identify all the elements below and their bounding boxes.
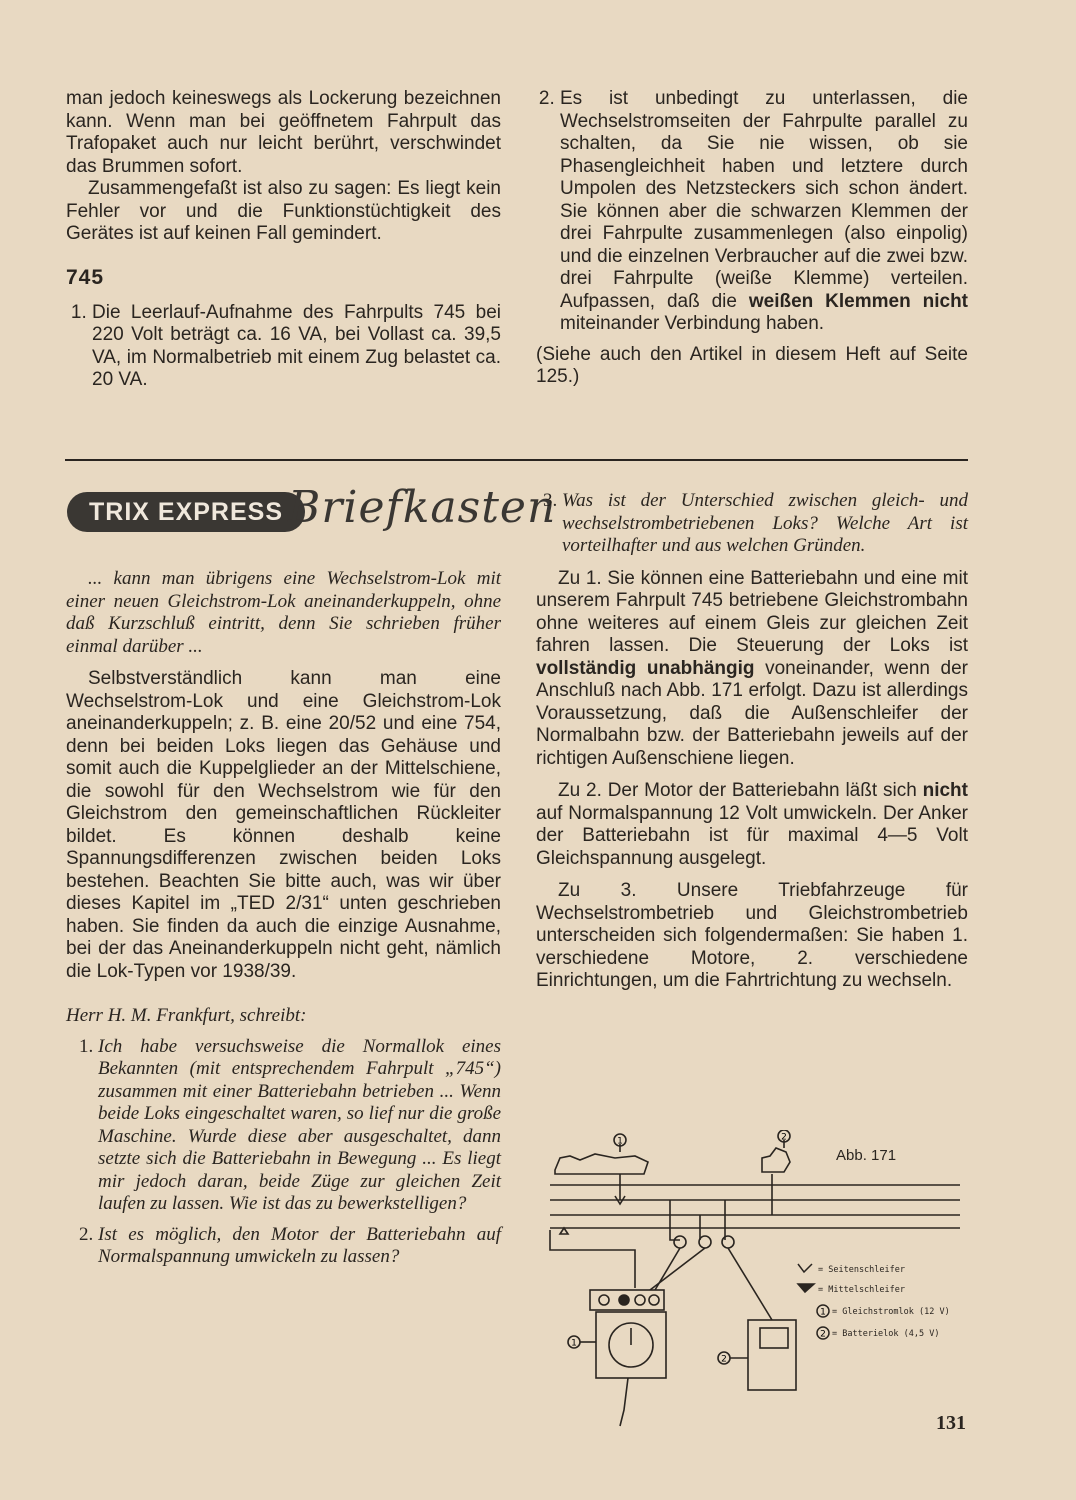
question-list <box>66 1036 501 1269</box>
gleichstrom-lok-icon <box>555 1154 648 1174</box>
letter-writer: Herr H. M. Frankfurt, schreibt: <box>66 1005 307 1026</box>
top-left-column <box>66 88 501 400</box>
question-item: 2. Ist es möglich, den Motor der Batteriebahn auf Normalspannung umwickeln zu lassen? <box>98 1224 501 1269</box>
paragraph: Zusammengefaßt ist also zu sagen: Es liegt kein Fehler vor und die Funktionstüchtigkeit des Gerätes ist auf keinen Fall gemindert. <box>66 178 501 244</box>
list-item: 1. Die Leerlauf-Aufnahme des Fahrpults 745 bei 220 Volt beträgt ca. 16 VA, bei Vollast ca. 39,5 VA, im Normalbetrieb mit einem Zug belastet ca. 20 VA. <box>92 302 501 392</box>
item-text: Es ist unbedingt zu unterlassen, die Wechselstromseiten der Fahrpulte parallel zu schalten, da Sie nie wissen, ob sie Phasengleichheit haben und letztere durch Umpolen des Netzsteckers sich schon ändert. Sie können aber die schwarzen Klemmen der drei Fahrpulte zusammenlegen (also einpolig) und die einzelnen Verbraucher auf die zwei bzw. drei Fahrpulte (weiße Klemme) verteilen. Aufpassen, daß die <box>560 88 968 312</box>
marker-label: 1 <box>617 1136 623 1147</box>
answer-text: voneinander, wenn der Anschluß nach Abb. 171 erfolgt. Dazu ist allerdings Voraussetzung, daß die Außenschleifer der Normalbahn bzw. der Batteriebahn jeweils auf der richtigen Außenschiene liegen. <box>536 657 968 769</box>
emphasis-text: weißen Klemmen nicht <box>748 290 968 312</box>
legend-entry: = Seitenschleifer <box>818 1265 905 1275</box>
answer-text: Zu 1. Sie können eine Batteriebahn und eine mit unserem Fahrpult 745 betriebene Gleichstrombahn ohne weiteres auf einem Gleis zur gleichen Zeit fahren lassen. Die Steuerung der Loks ist <box>536 567 968 656</box>
briefkasten-script-title: Briefkasten <box>288 482 557 533</box>
bottom-right-column <box>536 490 968 993</box>
numbered-list <box>66 302 501 392</box>
wiring-diagram <box>540 1130 970 1430</box>
page-number: 131 <box>936 1412 966 1434</box>
emphasis-text: nicht <box>922 780 968 801</box>
figure-caption: Abb. 171 <box>836 1147 897 1164</box>
answer-paragraph: Zu 3. Unsere Triebfahrzeuge für Wechselstrombetrieb und Gleichstrombetrieb unterscheiden sich folgendermaßen: Sie haben 1. verschiedene Motore, 2. verschiedene Einrichtungen, um die Fahrtrichtung zu wechseln. <box>536 880 968 991</box>
marker-label: 2 <box>721 1354 727 1365</box>
answer-paragraph <box>536 568 968 771</box>
question-item: 1. Ich habe versuchsweise die Normallok eines Bekannten (mit entsprechendem Fahrpult „745“) zusammen mit einer Batteriebahn betrieben ... Wenn beide Loks eingeschaltet waren, so lief nur die große Maschine. Wurde diese aber ausgeschaltet, dann setzte sich die Batteriebahn in Bewegung ... Es liegt mir jedoch daran, beide Züge zur gleichen Zeit laufen zu lassen. Wie ist das zu bewerkstelligen? <box>98 1036 501 1216</box>
section-heading: 745 <box>66 265 105 289</box>
numbered-list <box>536 88 968 336</box>
reader-quote: ... kann man übrigens eine Wechselstrom-Lok mit einer neuen Gleichstrom-Lok aneinanderkuppeln, ohne daß Kurzschluß eintritt, denn Sie schrieben früher einmal darüber ... <box>66 568 501 657</box>
marker-label: 2 <box>820 1329 826 1340</box>
trix-express-logo: TRIX EXPRESS <box>67 492 305 532</box>
batterie-lok-icon <box>762 1148 790 1172</box>
legend-entry: = Batterielok (4,5 V) <box>832 1329 940 1339</box>
answer-text: auf Normalspannung 12 Volt umwickeln. Der Anker der Batteriebahn ist für maximal 4—5 Volt Gleichspannung ausgelegt. <box>536 802 968 869</box>
seitenschleifer-icon <box>798 1264 812 1272</box>
question-list <box>536 490 968 558</box>
legend-entry: = Gleichstromlok (12 V) <box>832 1307 950 1317</box>
answer-paragraph <box>536 780 968 870</box>
list-item <box>560 88 968 336</box>
bottom-left-column <box>66 568 501 1277</box>
reference-note: (Siehe auch den Artikel in diesem Heft auf Seite 125.) <box>536 343 968 387</box>
marker-label: 1 <box>571 1338 577 1349</box>
marker-label: 1 <box>820 1307 826 1318</box>
answer-paragraph: Selbstverständlich kann man eine Wechselstrom-Lok und eine Gleichstrom-Lok aneinanderkuppeln; z. B. eine 20/52 und eine 754, denn bei beiden Loks liegen das Gehäuse und somit auch die Kuppelglieder an der Mittelschiene, die sowohl für den Wechselstrom wie für den Gleichstrom den gemeinschaftlichen Rückleiter bildet. Es können deshalb keine Spannungsdifferenzen zwischen beiden Loks bestehen. Beachten Sie bitte auch, was wir über dieses Kapitel im „TED 2/31“ unten geschrieben haben. Sie finden da auch die einzige Ausnahme, bei der das Aneinanderkuppeln nicht geht, nämlich die Lok-Typen vor 1938/39. <box>66 668 501 982</box>
horizontal-rule <box>65 459 968 461</box>
legend-entry: = Mittelschleifer <box>818 1285 905 1295</box>
question-item: 3. Was ist der Unterschied zwischen gleich- und wechselstrombetriebenen Loks? Welche Art ist vorteilhafter und aus welchen Gründen. <box>562 490 968 558</box>
answer-text: Zu 2. Der Motor der Batteriebahn läßt sich <box>558 780 923 801</box>
mittelschleifer-icon <box>798 1284 814 1292</box>
paragraph: man jedoch keineswegs als Lockerung bezeichnen kann. Wenn man bei geöffnetem Fahrpult das Trafopaket auch nur leicht berührt, verschwindet das Brummen sofort. <box>66 88 501 177</box>
item-text: miteinander Verbindung haben. <box>560 313 825 334</box>
marker-label: 2 <box>781 1132 787 1143</box>
emphasis-text: vollständig unabhängig <box>536 657 755 679</box>
top-right-column <box>536 88 968 389</box>
